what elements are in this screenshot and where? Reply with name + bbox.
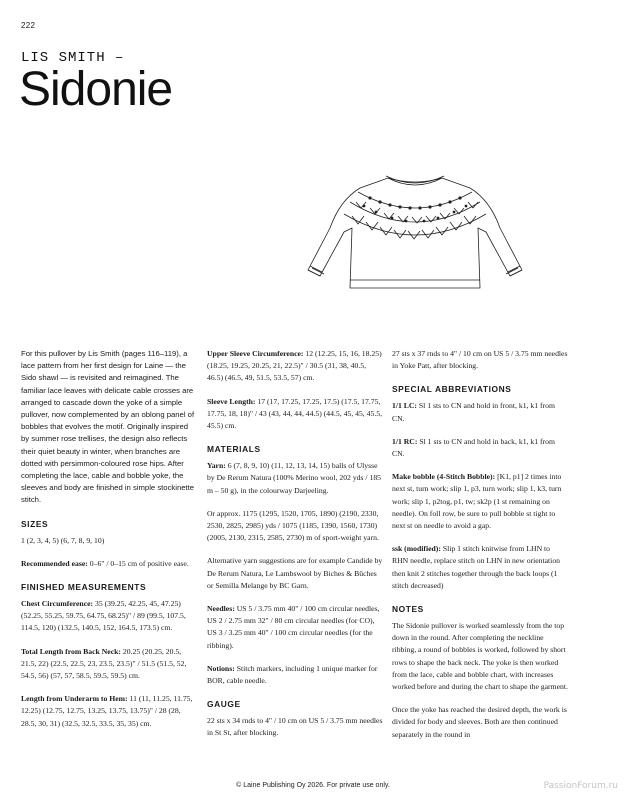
- gauge-st-st: 22 sts x 34 rnds to 4" / 10 cm on US 5 / 3.75 mm needles in St St, after blocking.: [207, 716, 383, 738]
- designer-name: LIS SMITH –: [21, 50, 125, 66]
- sweater-illustration: [300, 168, 530, 298]
- abbrev-bobble: Make bobble (4-Stitch Bobble): [K1, p1] 2 times into next st, turn work; slip 1, p3, turn work; slip 1, k3, turn work; slip 1, p2tog, p1, tw; sk2p (1 st remaining on needle). On foll row, be sure to pull bobble st tight to next st on needle to avoid a gap.: [392, 472, 562, 531]
- pattern-title: Sidonie: [19, 63, 173, 116]
- intro-paragraph: For this pullover by Lis Smith (pages 116–119), a lace pattern from her first design for Laine — the Sido shawl — is revisited and reimagined. The familiar lace leaves with delicate cable crosses are arranged to cascade down the yoke of a simple pullover, now complemented by an oblong panel of bobbles that evolves the motif. Originally inspired by summer rose trellises, the design also reflects their quiet beauty in winter, when branches are dotted with persimmon-coloured rose hips. After completing the lace, cable and bobble yoke, the sleeves and body are finished in simple stockinette stitch.: [21, 349, 195, 505]
- yarn-approx: Or approx. 1175 (1295, 1520, 1705, 1890) (2190, 2330, 2530, 2825, 2985) yds / 1075 (1185, 1390, 1560, 1730) (2005, 2130, 2315, 2585, 2730) m of sport-weight yarn.: [207, 508, 379, 543]
- finished-measurements-heading: FINISHED MEASUREMENTS: [21, 582, 147, 593]
- page-number: 222: [21, 21, 36, 30]
- notes-paragraph-1: The Sidonie pullover is worked seamlessly from the top down in the round. After completing the neckline ribbing, a round of bobbles is worked, followed by short rows to shape the back neck. The yoke is then worked from the lace, cable and bobble chart, with increases worked before and during the chart to shape the garment.: [392, 621, 568, 692]
- sizes-text: 1 (2, 3, 4, 5) (6, 7, 8, 9, 10): [21, 535, 105, 545]
- sizes-heading: SIZES: [21, 518, 49, 529]
- yarn: Yarn: 6 (7, 8, 9, 10) (11, 12, 13, 14, 15) balls of Ulysse by De Rerum Natura (100% Merino wool, 202 yds / 185 m – 50 g), in the colourway Darjeeling.: [207, 461, 382, 495]
- needles: Needles: US 5 / 3.75 mm 40" / 100 cm circular needles, US 2 / 2.75 mm 32" / 80 cm circular needles (for CO), US 3 / 3.25 mm 40" / 100 cm circular needles (for the ribbing).: [207, 604, 380, 650]
- sleeve-length: Sleeve Length: 17 (17, 17.25, 17.25, 17.5) (17.5, 17.75, 17.75, 18, 18)" / 43 (43, 44, 44, 44.5) (44.5, 45, 45, 45.5, 45.5) cm.: [207, 396, 383, 431]
- copyright-footer: © Laine Publishing Oy 2026. For private use only.: [236, 782, 390, 789]
- abbrev-ssk: ssk (modified): Slip 1 stitch knitwise from LHN to RHN needle, replace stitch on LHN in new orientation then knit 2 stitches together through the back loops (1 stitch decreased): [392, 544, 561, 590]
- notes-paragraph-2: Once the yoke has reached the desired depth, the work is divided for body and sleeves. Both are then continued separately in the round in: [392, 705, 567, 739]
- upper-sleeve-circumference: Upper Sleeve Circumference: 12 (12.25, 15, 16, 18.25) (18.25, 19.25, 20.25, 21, 22.5)" / 30.5 (31, 38, 40.5, 46.5) (46.5, 49, 51.5, 53.5, 57) cm.: [207, 349, 382, 383]
- notions: Notions: Stitch markers, including 1 unique marker for BOR, cable needle.: [207, 663, 378, 686]
- underarm-length: Length from Underarm to Hem: 11 (11, 11.25, 11.75, 12.25) (12.75, 12.75, 13.25, 13.75, 13.75)" / 28 (28, 28.5, 30, 31) (32.5, 32.5, 33.5, 35, 35) cm.: [21, 694, 193, 728]
- gauge-yoke: 27 sts x 37 rnds to 4" / 10 cm on US 5 / 3.75 mm needles in Yoke Patt, after blocking.: [392, 349, 568, 371]
- abbrev-lc: 1/1 LC: Sl 1 sts to CN and hold in front, k1, k1 from CN.: [392, 401, 555, 423]
- chest-circumference: Chest Circumference: 35 (39.25, 42.25, 45, 47.25) (52.25, 55.25, 59.75, 64.75, 68.25)" / 89 (99.5, 107.5, 114.5, 120) (132.5, 140.5, 152, 164.5, 173.5) cm.: [21, 599, 186, 633]
- materials-heading: MATERIALS: [207, 444, 261, 455]
- abbrev-rc: 1/1 RC: Sl 1 sts to CN and hold in back, k1, k1 from CN.: [392, 436, 555, 459]
- gauge-heading: GAUGE: [207, 699, 241, 710]
- recommended-ease: Recommended ease: 0–6" / 0–15 cm of positive ease.: [21, 558, 189, 568]
- column-right: [392, 348, 568, 752]
- notes-heading: NOTES: [392, 604, 424, 615]
- total-length: Total Length from Back Neck: 20.25 (20.25, 20.5, 21.5, 22) (22.5, 22.5, 23, 23.5, 23.5)" / 51.5 (51.5, 52, 54.5, 56) (57, 57, 58.5, 59.5, 59.5) cm.: [21, 646, 187, 681]
- special-abbreviations-heading: SPECIAL ABBREVIATIONS: [392, 384, 512, 395]
- watermark: PassionForum.ru: [543, 781, 618, 791]
- column-middle: [207, 348, 383, 751]
- column-left: [21, 348, 197, 741]
- yarn-alternatives: Alternative yarn suggestions are for example Candide by De Rerum Natura, Le Lambswool by Biches & Bûches or Semilla Melange by BC Garn.: [207, 556, 383, 590]
